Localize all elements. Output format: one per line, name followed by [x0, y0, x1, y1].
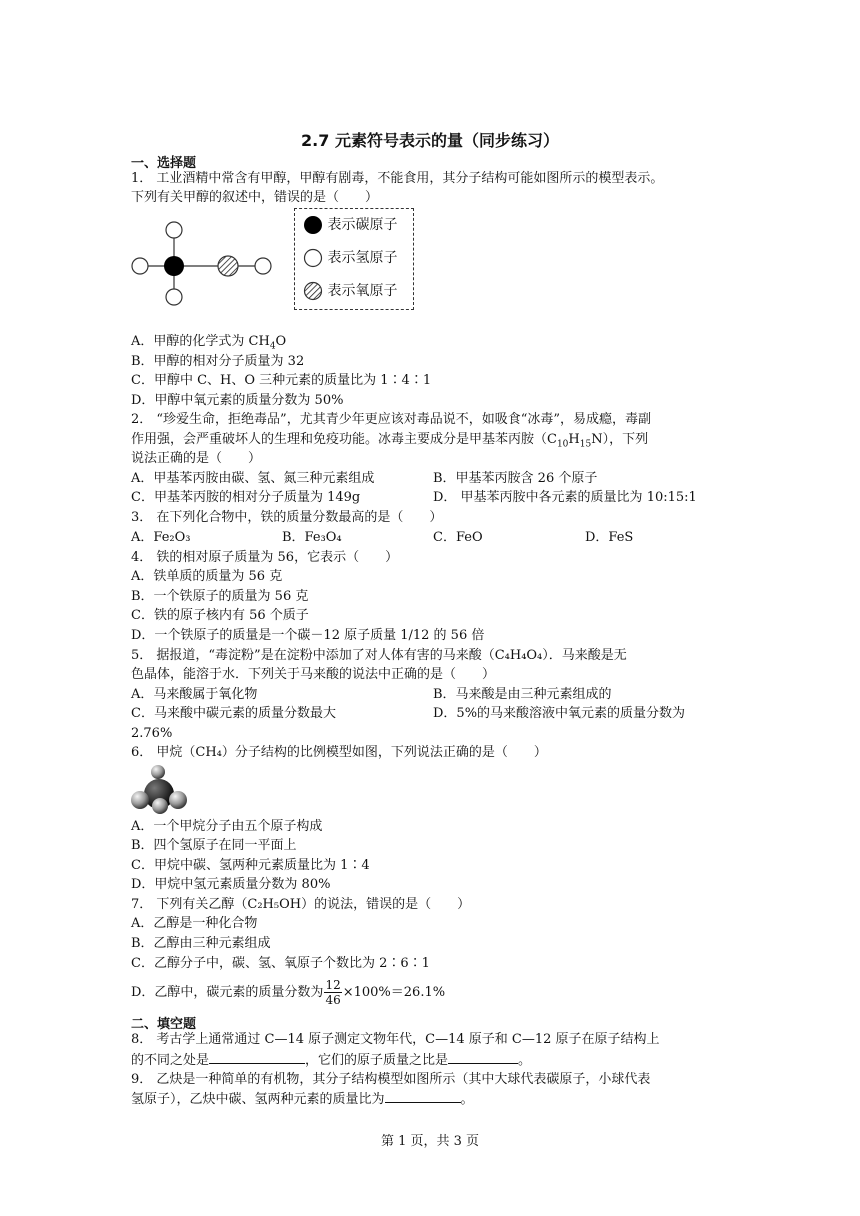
answer-blank[interactable] [448, 1051, 518, 1064]
q1-option-c: C．甲醇中 C、H、O 三种元素的质量比为 1∶4∶1 [131, 373, 432, 388]
q7-option-d: D．乙醇中，碳元素的质量分数为 $\frac{12}{46}$ ×100%＝26.1% [131, 978, 446, 1007]
methane-space-filling-model [130, 764, 188, 814]
section-heading-fill: 二、填空题 [131, 1017, 197, 1032]
hydrogen-atom [132, 258, 148, 274]
q1-stem-line1: 1． 工业酒精中常含有甲醇，甲醇有剧毒，不能食用，其分子结构可能如图所示的模型表示。 [131, 171, 664, 186]
q2-option-d: D． 甲基苯丙胺中各元素的质量比为 10:15:1 [433, 490, 697, 505]
methanol-molecule-diagram [128, 218, 278, 310]
legend-hydrogen: 表示氢原子 [303, 247, 397, 268]
q3-option-c: C．FeO [433, 530, 483, 545]
page-footer: 第 1 页，共 3 页 [380, 1134, 480, 1149]
q6-option-a: A．一个甲烷分子由五个原子构成 [131, 819, 323, 834]
q8-line1: 8． 考古学上通常通过 C—14 原子测定文物年代，C—14 原子和 C—12 原子在原子结构上 [131, 1032, 660, 1047]
q7-option-b: B．乙醇由三种元素组成 [131, 936, 271, 951]
carbon-atom [164, 256, 184, 276]
legend-oxygen: 表示氧原子 [303, 280, 397, 301]
q2-stem-line1: 2． “珍爱生命，拒绝毒品”，尤其青少年更应该对毒品说不，如吸食“冰毒”，易成瘾，毒副 [131, 412, 651, 427]
q8-line2: 的不同之处是 ，它们的原子质量之比是 。 [131, 1053, 532, 1068]
q1-stem-line2: 下列有关甲醇的叙述中，错误的是（ ） [131, 190, 379, 205]
q5-option-b: B．马来酸是由三种元素组成的 [433, 687, 612, 702]
answer-blank[interactable] [209, 1051, 305, 1064]
q5-stem-line1: 5． 据报道，“毒淀粉”是在淀粉中添加了对人体有害的马来酸（C₄H₄O₄）．马来酸是无 [131, 648, 627, 663]
q5-option-d-continued: 2.76% [131, 726, 173, 741]
q1-option-a: A．甲醇的化学式为 $CH_4O$ [131, 334, 287, 352]
q5-option-a: A．马来酸属于氧化物 [131, 687, 258, 702]
q4-option-c: C．铁的原子核内有 56 个质子 [131, 608, 309, 623]
q2-option-a: A．甲基苯丙胺由碳、氢、氮三种元素组成 [131, 471, 375, 486]
section-heading-choice: 一、选择题 [131, 156, 197, 171]
q4-option-b: B．一个铁原子的质量为 56 克 [131, 589, 309, 604]
q2-option-c: C．甲基苯丙胺的相对分子质量为 149g [131, 490, 361, 505]
q9-line2: 氢原子），乙炔中碳、氢两种元素的质量比为 。 [131, 1092, 474, 1107]
q6-option-b: B．四个氢原子在同一平面上 [131, 838, 297, 853]
hatched-circle-icon [303, 281, 323, 301]
answer-blank[interactable] [385, 1090, 461, 1103]
q5-option-c: C．马来酸中碳元素的质量分数最大 [131, 706, 336, 721]
q5-option-d: D．5%的马来酸溶液中氧元素的质量分数为 [433, 706, 686, 721]
black-circle-icon [303, 215, 323, 235]
q7-stem: 7． 下列有关乙醇（C₂H₅OH）的说法，错误的是（ ） [131, 897, 471, 912]
hydrogen-atom [255, 258, 271, 274]
q1-option-d: D．甲醇中氧元素的质量分数为 50% [131, 393, 344, 408]
q4-option-d: D．一个铁原子的质量是一个碳－12 原子质量 1/12 的 56 倍 [131, 628, 485, 643]
q2-stem-line3: 说法正确的是（ ） [131, 451, 262, 466]
q5-stem-line2: 色晶体，能溶于水．下列关于马来酸的说法中正确的是（ ） [131, 667, 496, 682]
q6-stem: 6． 甲烷（CH₄）分子结构的比例模型如图，下列说法正确的是（ ） [131, 745, 547, 760]
q9-line1: 9． 乙炔是一种简单的有机物，其分子结构模型如图所示（其中大球代表碳原子，小球代表 [131, 1072, 651, 1087]
q3-option-b: B．Fe₃O₄ [282, 530, 342, 545]
q6-option-c: C．甲烷中碳、氢两种元素质量比为 1∶4 [131, 858, 370, 873]
q3-option-a: A．Fe₂O₃ [131, 530, 191, 545]
fraction: $\frac{12}{46}$ [325, 978, 341, 1007]
q7-option-c: C．乙醇分子中，碳、氢、氧原子个数比为 2∶6∶1 [131, 956, 430, 971]
q3-stem: 3． 在下列化合物中，铁的质量分数最高的是（ ） [131, 510, 443, 525]
q3-option-d: D．FeS [585, 530, 634, 545]
hydrogen-atom [166, 289, 182, 305]
atom-legend [294, 208, 414, 310]
q1-option-b: B．甲醇的相对分子质量为 32 [131, 354, 305, 369]
legend-carbon: 表示碳原子 [303, 214, 397, 235]
hydrogen-atom [166, 222, 182, 238]
q7-option-a: A．乙醇是一种化合物 [131, 916, 258, 931]
page-title: 2.7 元素符号表示的量（同步练习） [301, 131, 559, 150]
oxygen-atom [218, 256, 238, 276]
q2-stem-line2: 作用强，会严重破坏人的生理和免疫功能。冰毒主要成分是甲基苯丙胺$(C_{10}H_{15}N)$，下列 [131, 432, 649, 450]
q6-option-d: D．甲烷中氢元素质量分数为 80% [131, 877, 331, 892]
q4-option-a: A．铁单质的质量为 56 克 [131, 569, 283, 584]
white-circle-icon [303, 248, 323, 268]
q2-option-b: B．甲基苯丙胺含 26 个原子 [433, 471, 598, 486]
q4-stem: 4． 铁的相对原子质量为 56，它表示（ ） [131, 550, 399, 565]
